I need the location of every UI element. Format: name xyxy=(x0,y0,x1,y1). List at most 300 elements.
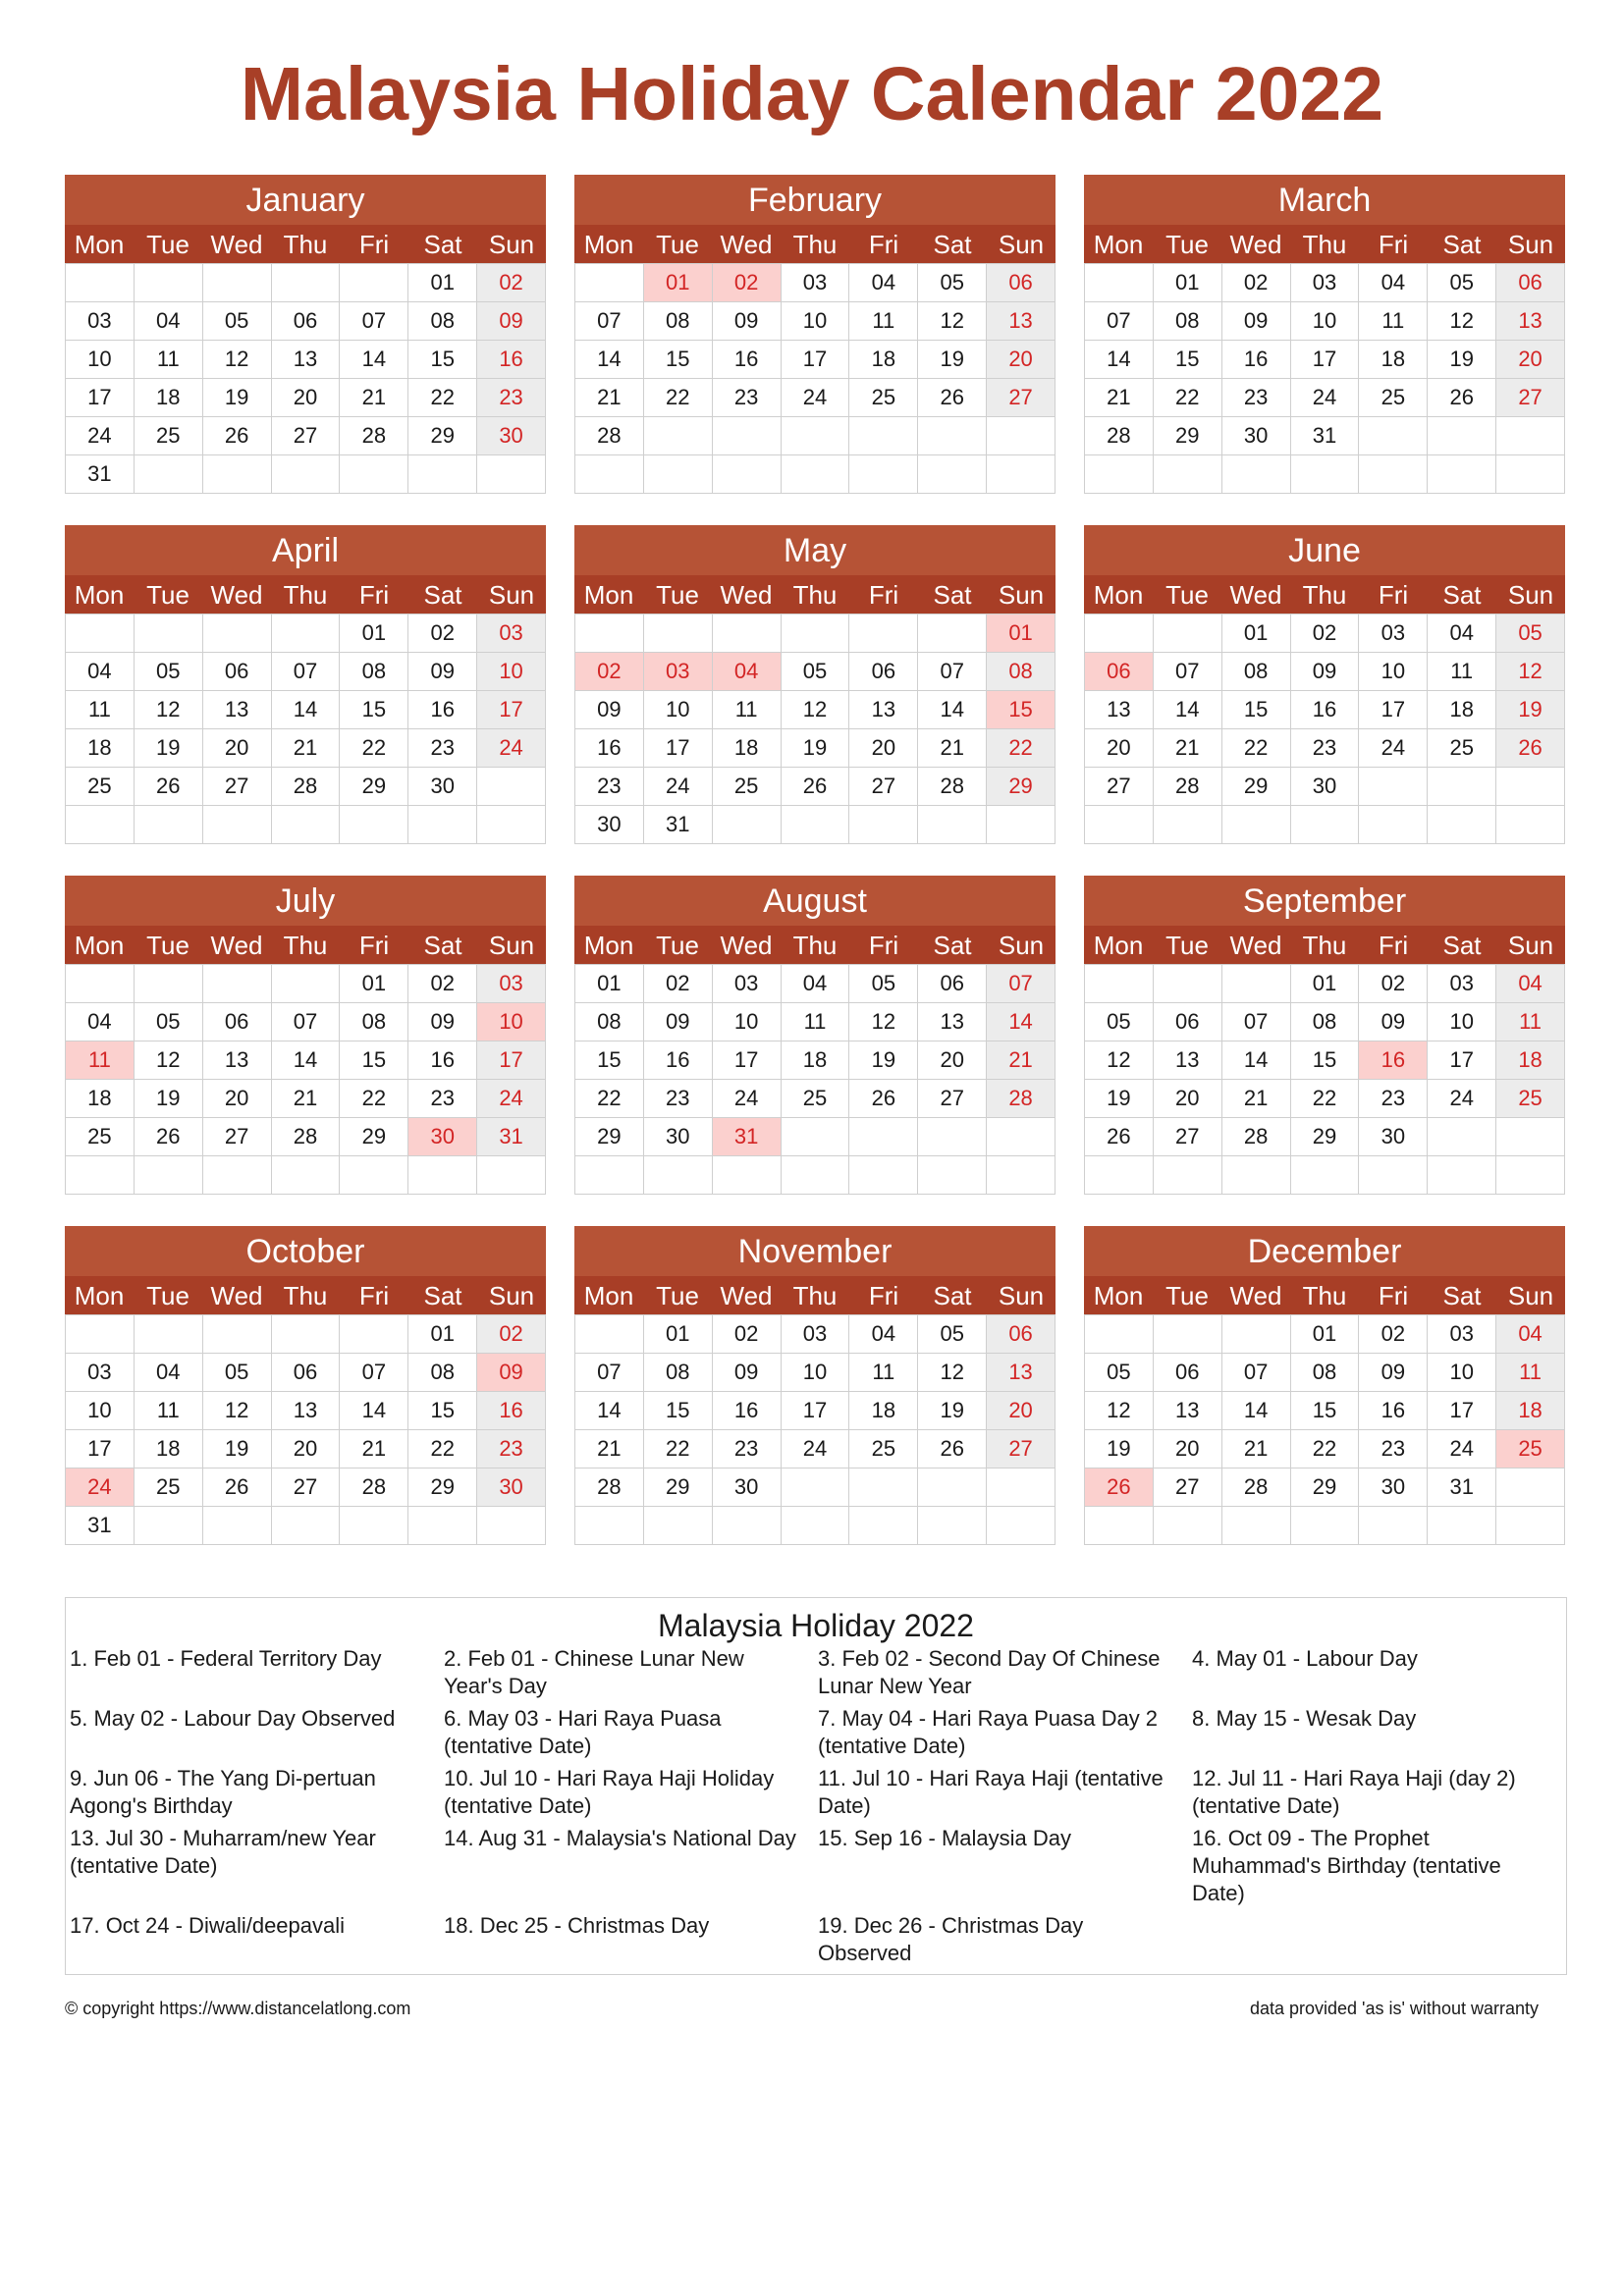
day-cell: 19 xyxy=(918,1392,987,1430)
empty-day-cell xyxy=(575,1507,644,1545)
empty-day-cell xyxy=(272,806,341,844)
day-cell: 02 xyxy=(713,264,782,302)
empty-day-cell xyxy=(987,1156,1056,1195)
weekday-label: Fri xyxy=(868,1281,899,1310)
day-cell: 15 xyxy=(1291,1041,1360,1080)
weekday-label: Fri xyxy=(358,230,390,259)
empty-day-cell xyxy=(575,1315,644,1354)
month-name: April xyxy=(65,525,546,575)
weekday-header xyxy=(1084,1276,1565,1314)
day-cell: 18 xyxy=(1359,341,1428,379)
day-cell: 27 xyxy=(987,1430,1056,1468)
day-cell: 14 xyxy=(575,341,644,379)
empty-day-cell xyxy=(849,1507,918,1545)
day-cell: 14 xyxy=(1085,341,1154,379)
day-cell: 09 xyxy=(408,653,477,691)
day-cell: 17 xyxy=(477,1041,546,1080)
day-cell: 19 xyxy=(1085,1430,1154,1468)
day-cell: 29 xyxy=(644,1468,713,1507)
weekday-label: Thu xyxy=(792,580,838,610)
day-grid xyxy=(574,614,1056,844)
day-cell: 19 xyxy=(203,1430,272,1468)
holiday-item: 19. Dec 26 - Christmas Day Observed xyxy=(818,1913,1084,1965)
day-cell: 03 xyxy=(713,965,782,1003)
day-cell: 23 xyxy=(408,729,477,768)
day-cell: 02 xyxy=(644,965,713,1003)
day-cell: 04 xyxy=(135,302,203,341)
day-cell: 13 xyxy=(203,1041,272,1080)
day-cell: 31 xyxy=(713,1118,782,1156)
empty-day-cell xyxy=(272,1507,341,1545)
day-cell: 11 xyxy=(849,302,918,341)
day-cell: 12 xyxy=(135,1041,203,1080)
month-name: August xyxy=(574,876,1056,926)
day-cell: 22 xyxy=(1291,1080,1360,1118)
weekday-header xyxy=(65,575,546,614)
day-cell: 05 xyxy=(1496,614,1565,653)
day-cell: 27 xyxy=(1496,379,1565,417)
day-cell: 22 xyxy=(408,1430,477,1468)
day-cell: 16 xyxy=(477,1392,546,1430)
day-cell: 17 xyxy=(66,1430,135,1468)
day-cell: 13 xyxy=(272,341,341,379)
day-cell: 27 xyxy=(203,768,272,806)
day-cell: 26 xyxy=(203,417,272,455)
day-cell: 29 xyxy=(987,768,1056,806)
weekday-label: Sat xyxy=(1442,580,1482,610)
empty-day-cell xyxy=(135,1507,203,1545)
day-cell: 31 xyxy=(66,1507,135,1545)
day-cell: 27 xyxy=(849,768,918,806)
month-may xyxy=(574,525,1056,844)
empty-day-cell xyxy=(1428,417,1496,455)
day-cell: 31 xyxy=(477,1118,546,1156)
day-cell: 11 xyxy=(782,1003,850,1041)
day-cell: 06 xyxy=(203,653,272,691)
empty-day-cell xyxy=(918,806,987,844)
day-cell: 09 xyxy=(1359,1003,1428,1041)
day-cell: 07 xyxy=(340,302,408,341)
weekday-header xyxy=(1084,225,1565,263)
holiday-item: 16. Oct 09 - The Prophet Muhammad's Birthday (tentative Date) xyxy=(1192,1826,1501,1905)
empty-day-cell xyxy=(135,455,203,494)
day-cell: 03 xyxy=(644,653,713,691)
month-name: March xyxy=(1084,175,1565,225)
day-cell: 06 xyxy=(1496,264,1565,302)
weekday-label: Tue xyxy=(1165,230,1209,259)
month-name: May xyxy=(574,525,1056,575)
empty-day-cell xyxy=(1085,264,1154,302)
empty-day-cell xyxy=(1428,1507,1496,1545)
day-cell: 02 xyxy=(408,965,477,1003)
day-cell: 08 xyxy=(408,1354,477,1392)
weekday-label: Wed xyxy=(210,1281,263,1310)
day-cell: 07 xyxy=(1085,302,1154,341)
weekday-label: Sat xyxy=(933,1281,972,1310)
empty-day-cell xyxy=(1428,806,1496,844)
weekday-label: Thu xyxy=(283,580,328,610)
weekday-label: Sat xyxy=(423,1281,462,1310)
day-cell: 08 xyxy=(644,1354,713,1392)
month-december xyxy=(1084,1226,1565,1545)
weekday-label: Thu xyxy=(1302,1281,1347,1310)
empty-day-cell xyxy=(1154,806,1222,844)
day-cell: 05 xyxy=(1085,1003,1154,1041)
month-november xyxy=(574,1226,1056,1545)
holiday-item: 17. Oct 24 - Diwali/deepavali xyxy=(70,1913,346,1938)
empty-day-cell xyxy=(1085,1156,1154,1195)
empty-day-cell xyxy=(713,417,782,455)
day-cell: 15 xyxy=(340,1041,408,1080)
day-cell: 18 xyxy=(66,729,135,768)
empty-day-cell xyxy=(644,455,713,494)
day-cell: 31 xyxy=(644,806,713,844)
weekday-label: Tue xyxy=(1165,1281,1209,1310)
weekday-header xyxy=(65,225,546,263)
day-cell: 30 xyxy=(408,768,477,806)
day-cell: 24 xyxy=(1428,1430,1496,1468)
day-cell: 09 xyxy=(1222,302,1291,341)
day-cell: 11 xyxy=(135,1392,203,1430)
empty-day-cell xyxy=(1222,806,1291,844)
day-cell: 12 xyxy=(1428,302,1496,341)
day-cell: 08 xyxy=(1291,1003,1360,1041)
day-cell: 26 xyxy=(918,1430,987,1468)
day-cell: 09 xyxy=(477,1354,546,1392)
empty-day-cell xyxy=(66,264,135,302)
day-cell: 30 xyxy=(1291,768,1360,806)
day-cell: 08 xyxy=(340,653,408,691)
day-cell: 29 xyxy=(1291,1118,1360,1156)
holiday-item: 18. Dec 25 - Christmas Day xyxy=(444,1913,710,1938)
day-cell: 22 xyxy=(408,379,477,417)
day-cell: 03 xyxy=(1428,965,1496,1003)
day-cell: 29 xyxy=(408,1468,477,1507)
day-cell: 29 xyxy=(340,1118,408,1156)
day-cell: 04 xyxy=(849,1315,918,1354)
day-cell: 06 xyxy=(918,965,987,1003)
day-cell: 22 xyxy=(340,729,408,768)
month-name: June xyxy=(1084,525,1565,575)
day-cell: 19 xyxy=(135,729,203,768)
day-cell: 19 xyxy=(1428,341,1496,379)
day-cell: 30 xyxy=(575,806,644,844)
empty-day-cell xyxy=(849,1156,918,1195)
day-cell: 06 xyxy=(987,1315,1056,1354)
day-cell: 22 xyxy=(644,1430,713,1468)
day-cell: 23 xyxy=(1291,729,1360,768)
day-cell: 16 xyxy=(575,729,644,768)
day-grid xyxy=(65,614,546,844)
empty-day-cell xyxy=(203,614,272,653)
day-cell: 21 xyxy=(575,1430,644,1468)
day-cell: 28 xyxy=(1222,1118,1291,1156)
day-cell: 01 xyxy=(987,614,1056,653)
empty-day-cell xyxy=(1428,768,1496,806)
month-march xyxy=(1084,175,1565,494)
day-cell: 21 xyxy=(987,1041,1056,1080)
empty-day-cell xyxy=(66,1156,135,1195)
weekday-label: Wed xyxy=(210,931,263,960)
empty-day-cell xyxy=(987,806,1056,844)
empty-day-cell xyxy=(203,455,272,494)
empty-day-cell xyxy=(782,455,850,494)
day-cell: 20 xyxy=(1496,341,1565,379)
day-cell: 13 xyxy=(849,691,918,729)
day-cell: 09 xyxy=(575,691,644,729)
day-cell: 07 xyxy=(987,965,1056,1003)
empty-day-cell xyxy=(644,1507,713,1545)
weekday-label: Tue xyxy=(146,1281,189,1310)
day-cell: 03 xyxy=(66,302,135,341)
day-cell: 31 xyxy=(1291,417,1360,455)
empty-day-cell xyxy=(135,965,203,1003)
empty-day-cell xyxy=(918,455,987,494)
day-cell: 23 xyxy=(713,379,782,417)
day-cell: 15 xyxy=(1154,341,1222,379)
day-cell: 10 xyxy=(1291,302,1360,341)
empty-day-cell xyxy=(918,417,987,455)
day-cell: 21 xyxy=(1222,1080,1291,1118)
holiday-item: 10. Jul 10 - Hari Raya Haji Holiday (tentative Date) xyxy=(444,1766,775,1818)
day-cell: 13 xyxy=(918,1003,987,1041)
day-cell: 31 xyxy=(1428,1468,1496,1507)
weekday-label: Sat xyxy=(933,931,972,960)
day-cell: 29 xyxy=(408,417,477,455)
day-cell: 13 xyxy=(203,691,272,729)
day-cell: 03 xyxy=(477,614,546,653)
empty-day-cell xyxy=(713,455,782,494)
day-cell: 19 xyxy=(1085,1080,1154,1118)
day-cell: 14 xyxy=(1222,1041,1291,1080)
day-cell: 27 xyxy=(1154,1118,1222,1156)
day-cell: 14 xyxy=(272,691,341,729)
holiday-item: 7. May 04 - Hari Raya Puasa Day 2 (tentative Date) xyxy=(818,1706,1159,1758)
empty-day-cell xyxy=(1359,417,1428,455)
day-cell: 08 xyxy=(1291,1354,1360,1392)
day-cell: 06 xyxy=(203,1003,272,1041)
empty-day-cell xyxy=(477,1156,546,1195)
holiday-item: 15. Sep 16 - Malaysia Day xyxy=(818,1826,1072,1850)
day-cell: 06 xyxy=(272,302,341,341)
weekday-label: Sat xyxy=(933,580,972,610)
weekday-label: Sat xyxy=(1442,1281,1482,1310)
empty-day-cell xyxy=(1428,455,1496,494)
empty-day-cell xyxy=(1291,1507,1360,1545)
day-cell: 20 xyxy=(1085,729,1154,768)
empty-day-cell xyxy=(918,1507,987,1545)
weekday-label: Sat xyxy=(423,230,462,259)
weekday-label: Tue xyxy=(656,580,699,610)
empty-day-cell xyxy=(1154,1507,1222,1545)
day-cell: 15 xyxy=(408,341,477,379)
empty-day-cell xyxy=(135,806,203,844)
day-cell: 23 xyxy=(1359,1430,1428,1468)
weekday-label: Tue xyxy=(656,1281,699,1310)
day-cell: 16 xyxy=(477,341,546,379)
weekday-label: Sat xyxy=(933,230,972,259)
day-cell: 06 xyxy=(987,264,1056,302)
day-cell: 23 xyxy=(575,768,644,806)
day-cell: 10 xyxy=(782,302,850,341)
day-cell: 05 xyxy=(849,965,918,1003)
empty-day-cell xyxy=(575,614,644,653)
empty-day-cell xyxy=(1291,455,1360,494)
empty-day-cell xyxy=(713,614,782,653)
empty-day-cell xyxy=(1222,1315,1291,1354)
day-cell: 23 xyxy=(713,1430,782,1468)
weekday-label: Mon xyxy=(583,580,634,610)
month-june xyxy=(1084,525,1565,844)
day-cell: 01 xyxy=(340,614,408,653)
weekday-label: Wed xyxy=(210,230,263,259)
weekday-label: Sun xyxy=(998,931,1045,960)
day-cell: 08 xyxy=(1222,653,1291,691)
day-cell: 02 xyxy=(575,653,644,691)
day-cell: 01 xyxy=(575,965,644,1003)
day-cell: 03 xyxy=(782,264,850,302)
day-cell: 27 xyxy=(272,1468,341,1507)
empty-day-cell xyxy=(782,1507,850,1545)
empty-day-cell xyxy=(1496,455,1565,494)
day-cell: 08 xyxy=(408,302,477,341)
day-cell: 28 xyxy=(272,1118,341,1156)
day-cell: 04 xyxy=(1496,965,1565,1003)
day-cell: 07 xyxy=(575,302,644,341)
empty-day-cell xyxy=(918,614,987,653)
day-cell: 04 xyxy=(1428,614,1496,653)
empty-day-cell xyxy=(272,965,341,1003)
weekday-label: Mon xyxy=(74,1281,125,1310)
empty-day-cell xyxy=(918,1468,987,1507)
day-grid xyxy=(574,1314,1056,1545)
weekday-label: Wed xyxy=(720,580,773,610)
day-cell: 14 xyxy=(918,691,987,729)
day-cell: 01 xyxy=(644,264,713,302)
day-cell: 17 xyxy=(644,729,713,768)
day-cell: 26 xyxy=(1496,729,1565,768)
day-cell: 23 xyxy=(1222,379,1291,417)
day-cell: 14 xyxy=(1222,1392,1291,1430)
day-cell: 03 xyxy=(477,965,546,1003)
day-cell: 16 xyxy=(1359,1392,1428,1430)
empty-day-cell xyxy=(987,455,1056,494)
day-cell: 28 xyxy=(1085,417,1154,455)
empty-day-cell xyxy=(203,1507,272,1545)
empty-day-cell xyxy=(1085,965,1154,1003)
weekday-label: Fri xyxy=(358,580,390,610)
weekday-label: Sun xyxy=(998,1281,1045,1310)
day-grid xyxy=(65,964,546,1195)
weekday-label: Thu xyxy=(283,230,328,259)
day-cell: 08 xyxy=(987,653,1056,691)
day-grid xyxy=(1084,1314,1565,1545)
day-cell: 07 xyxy=(272,1003,341,1041)
empty-day-cell xyxy=(1496,768,1565,806)
day-cell: 06 xyxy=(1154,1354,1222,1392)
day-cell: 10 xyxy=(1428,1354,1496,1392)
day-cell: 28 xyxy=(575,417,644,455)
empty-day-cell xyxy=(1496,1118,1565,1156)
day-cell: 27 xyxy=(987,379,1056,417)
empty-day-cell xyxy=(1154,1156,1222,1195)
weekday-label: Wed xyxy=(1229,1281,1282,1310)
day-cell: 16 xyxy=(408,691,477,729)
weekday-label: Fri xyxy=(358,1281,390,1310)
day-cell: 21 xyxy=(340,379,408,417)
weekday-label: Sun xyxy=(488,230,535,259)
day-cell: 16 xyxy=(713,1392,782,1430)
day-cell: 27 xyxy=(203,1118,272,1156)
day-cell: 09 xyxy=(408,1003,477,1041)
weekday-label: Tue xyxy=(1165,931,1209,960)
day-cell: 04 xyxy=(135,1354,203,1392)
month-february xyxy=(574,175,1056,494)
month-name: February xyxy=(574,175,1056,225)
empty-day-cell xyxy=(203,264,272,302)
day-cell: 17 xyxy=(1291,341,1360,379)
day-cell: 20 xyxy=(987,1392,1056,1430)
day-cell: 13 xyxy=(1154,1041,1222,1080)
day-cell: 24 xyxy=(1428,1080,1496,1118)
weekday-header xyxy=(574,926,1056,964)
day-grid xyxy=(1084,614,1565,844)
day-cell: 26 xyxy=(1085,1468,1154,1507)
day-cell: 18 xyxy=(1428,691,1496,729)
empty-day-cell xyxy=(272,1156,341,1195)
day-cell: 25 xyxy=(782,1080,850,1118)
day-cell: 22 xyxy=(644,379,713,417)
day-cell: 02 xyxy=(713,1315,782,1354)
month-january xyxy=(65,175,546,494)
holiday-item: 11. Jul 10 - Hari Raya Haji (tentative Date) xyxy=(818,1766,1164,1818)
weekday-header xyxy=(1084,926,1565,964)
empty-day-cell xyxy=(782,1118,850,1156)
day-cell: 01 xyxy=(408,264,477,302)
day-cell: 17 xyxy=(782,1392,850,1430)
day-cell: 22 xyxy=(1291,1430,1360,1468)
empty-day-cell xyxy=(66,965,135,1003)
weekday-label: Fri xyxy=(868,580,899,610)
day-cell: 20 xyxy=(1154,1430,1222,1468)
empty-day-cell xyxy=(1359,455,1428,494)
day-cell: 14 xyxy=(575,1392,644,1430)
weekday-label: Mon xyxy=(583,1281,634,1310)
day-cell: 20 xyxy=(1154,1080,1222,1118)
empty-day-cell xyxy=(849,806,918,844)
day-grid xyxy=(574,964,1056,1195)
day-cell: 04 xyxy=(66,653,135,691)
empty-day-cell xyxy=(1154,614,1222,653)
day-cell: 19 xyxy=(203,379,272,417)
empty-day-cell xyxy=(987,1507,1056,1545)
day-cell: 01 xyxy=(1291,965,1360,1003)
empty-day-cell xyxy=(408,1156,477,1195)
day-cell: 01 xyxy=(1154,264,1222,302)
day-cell: 15 xyxy=(987,691,1056,729)
day-cell: 02 xyxy=(1359,965,1428,1003)
weekday-label: Sat xyxy=(423,931,462,960)
day-grid xyxy=(65,1314,546,1545)
holiday-item: 4. May 01 - Labour Day xyxy=(1192,1646,1418,1671)
weekday-label: Sun xyxy=(1507,1281,1554,1310)
empty-day-cell xyxy=(135,1315,203,1354)
month-july xyxy=(65,876,546,1195)
empty-day-cell xyxy=(1154,1315,1222,1354)
day-cell: 18 xyxy=(849,341,918,379)
day-cell: 21 xyxy=(1085,379,1154,417)
day-cell: 02 xyxy=(408,614,477,653)
